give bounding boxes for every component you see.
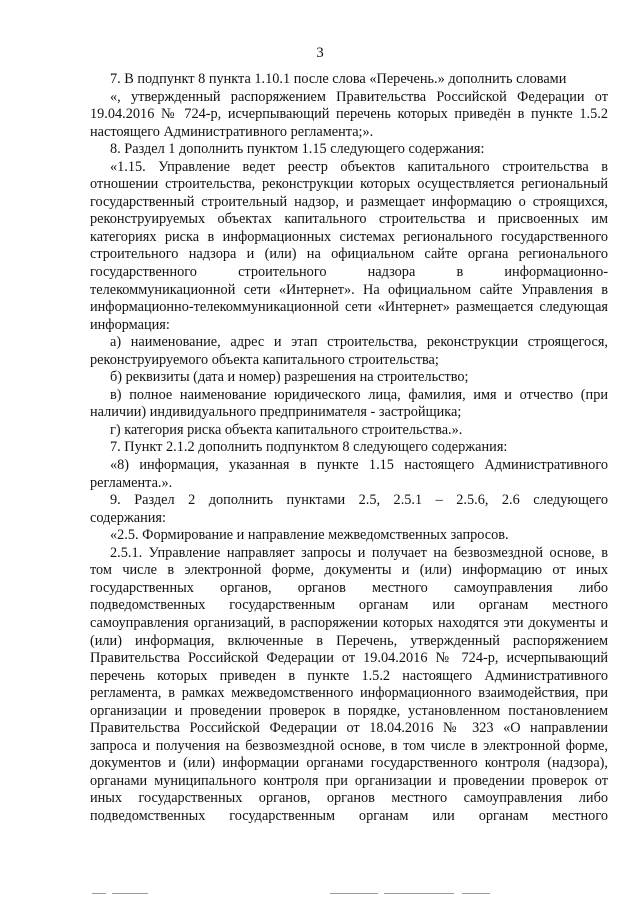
text-line: строительного надзора и (или) на официальном сайте органа регионального [90, 246, 608, 263]
text-line: а) наименование, адрес и этап строительства, реконструкции строящегося, [110, 334, 608, 351]
text-line: органами муниципального контроля при организации и проведении проверок от [90, 772, 608, 789]
text-line: отношении строительства, реконструкции которых осуществляется региональный [90, 176, 608, 193]
text-line: государственных органов, органов местного самоуправления либо [90, 579, 608, 596]
text-line: настоящего Административного регламента;». [90, 123, 374, 140]
text-line: том числе в электронной форме, документы и (или) информацию от иных [90, 562, 608, 579]
text-line: содержания: [90, 509, 166, 526]
text-line: информация: [90, 316, 170, 333]
text-line: «2.5. Формирование и направление межведомственных запросов. [110, 527, 509, 544]
text-line: организации и проведении проверок в порядке, установленном постановлением [90, 702, 608, 719]
text-line: реконструируемых объектах капитального строительства и присвоенных им [90, 211, 608, 228]
text-line: информационно-телекоммуникационной сети «Интернет» размещается следующая [90, 299, 608, 316]
text-line: телекоммуникационной сети «Интернет». На официальном сайте Управления в [90, 281, 608, 298]
text-line: регламента, в рамках межведомственного информационного взаимодействия, при [90, 685, 608, 702]
text-line: наличии) индивидуального предпринимателя - застройщика; [90, 404, 462, 421]
text-line: иных государственных органов, органов местного самоуправления либо [90, 790, 608, 807]
text-line: реконструируемого объекта капитального строительства; [90, 351, 439, 368]
text-line: Правительства Российской Федерации от 18.04.2016 № 323 «О направлении [90, 720, 608, 737]
text-line: 19.04.2016 № 724-р, исчерпывающий перечень которых приведён в пункте 1.5.2 [90, 106, 608, 123]
text-line: «8) информация, указанная в пункте 1.15 настоящего Административного [110, 457, 608, 474]
scan-footer-marks [0, 893, 640, 903]
page-number: 3 [316, 45, 324, 61]
text-line: Правительства Российской Федерации от 19.04.2016 № 724-р, исчерпывающий [90, 650, 608, 667]
text-line: «, утвержденный распоряжением Правительства Российской Федерации от [110, 88, 608, 105]
text-line: перечень которых приведен в пункте 1.5.2 настоящего Административного [90, 667, 608, 684]
text-line: 7. В подпункт 8 пункта 1.10.1 после слова «Перечень.» дополнить словами [110, 71, 567, 87]
text-line: б) реквизиты (дата и номер) разрешения на строительство; [110, 369, 469, 386]
text-line: регламента.». [90, 474, 173, 491]
text-line: подведомственных государственным органам или органам местного [90, 597, 608, 614]
text-line: 9. Раздел 2 дополнить пунктами 2.5, 2.5.1 – 2.5.6, 2.6 следующего [110, 492, 608, 509]
text-line: государственный строительный надзор, и размещает информацию о строящихся, [90, 193, 608, 210]
text-line: государственного строительного надзора в информационно- [90, 264, 608, 281]
text-line: подведомственных государственным органам или органам местного [90, 807, 608, 824]
text-line: «1.15. Управление ведет реестр объектов капитального строительства в [110, 158, 608, 175]
text-line: (или) информация, включенные в Перечень, утвержденный распоряжением [90, 632, 608, 649]
text-line: самоуправления организаций, в распоряжении которых находятся эти документы и [90, 614, 608, 631]
text-line: запроса и получения на безвозмездной основе, в том числе в электронной форме, [90, 737, 608, 754]
text-line: категориях риска в информационных системах регионального государственного [90, 228, 608, 245]
text-line: 7. Пункт 2.1.2 дополнить подпунктом 8 следующего содержания: [110, 439, 508, 456]
text-line: документов и (или) информации органами государственного контроля (надзора), [90, 755, 608, 772]
text-line: 8. Раздел 1 дополнить пунктом 1.15 следующего содержания: [110, 141, 485, 158]
text-line: 2.5.1. Управление направляет запросы и получает на безвозмездной основе, в [110, 544, 608, 561]
text-line: в) полное наименование юридического лица, фамилия, имя и отчество (при [110, 386, 608, 403]
document-body [90, 71, 608, 826]
text-line: г) категория риска объекта капитального строительства.». [110, 421, 463, 438]
